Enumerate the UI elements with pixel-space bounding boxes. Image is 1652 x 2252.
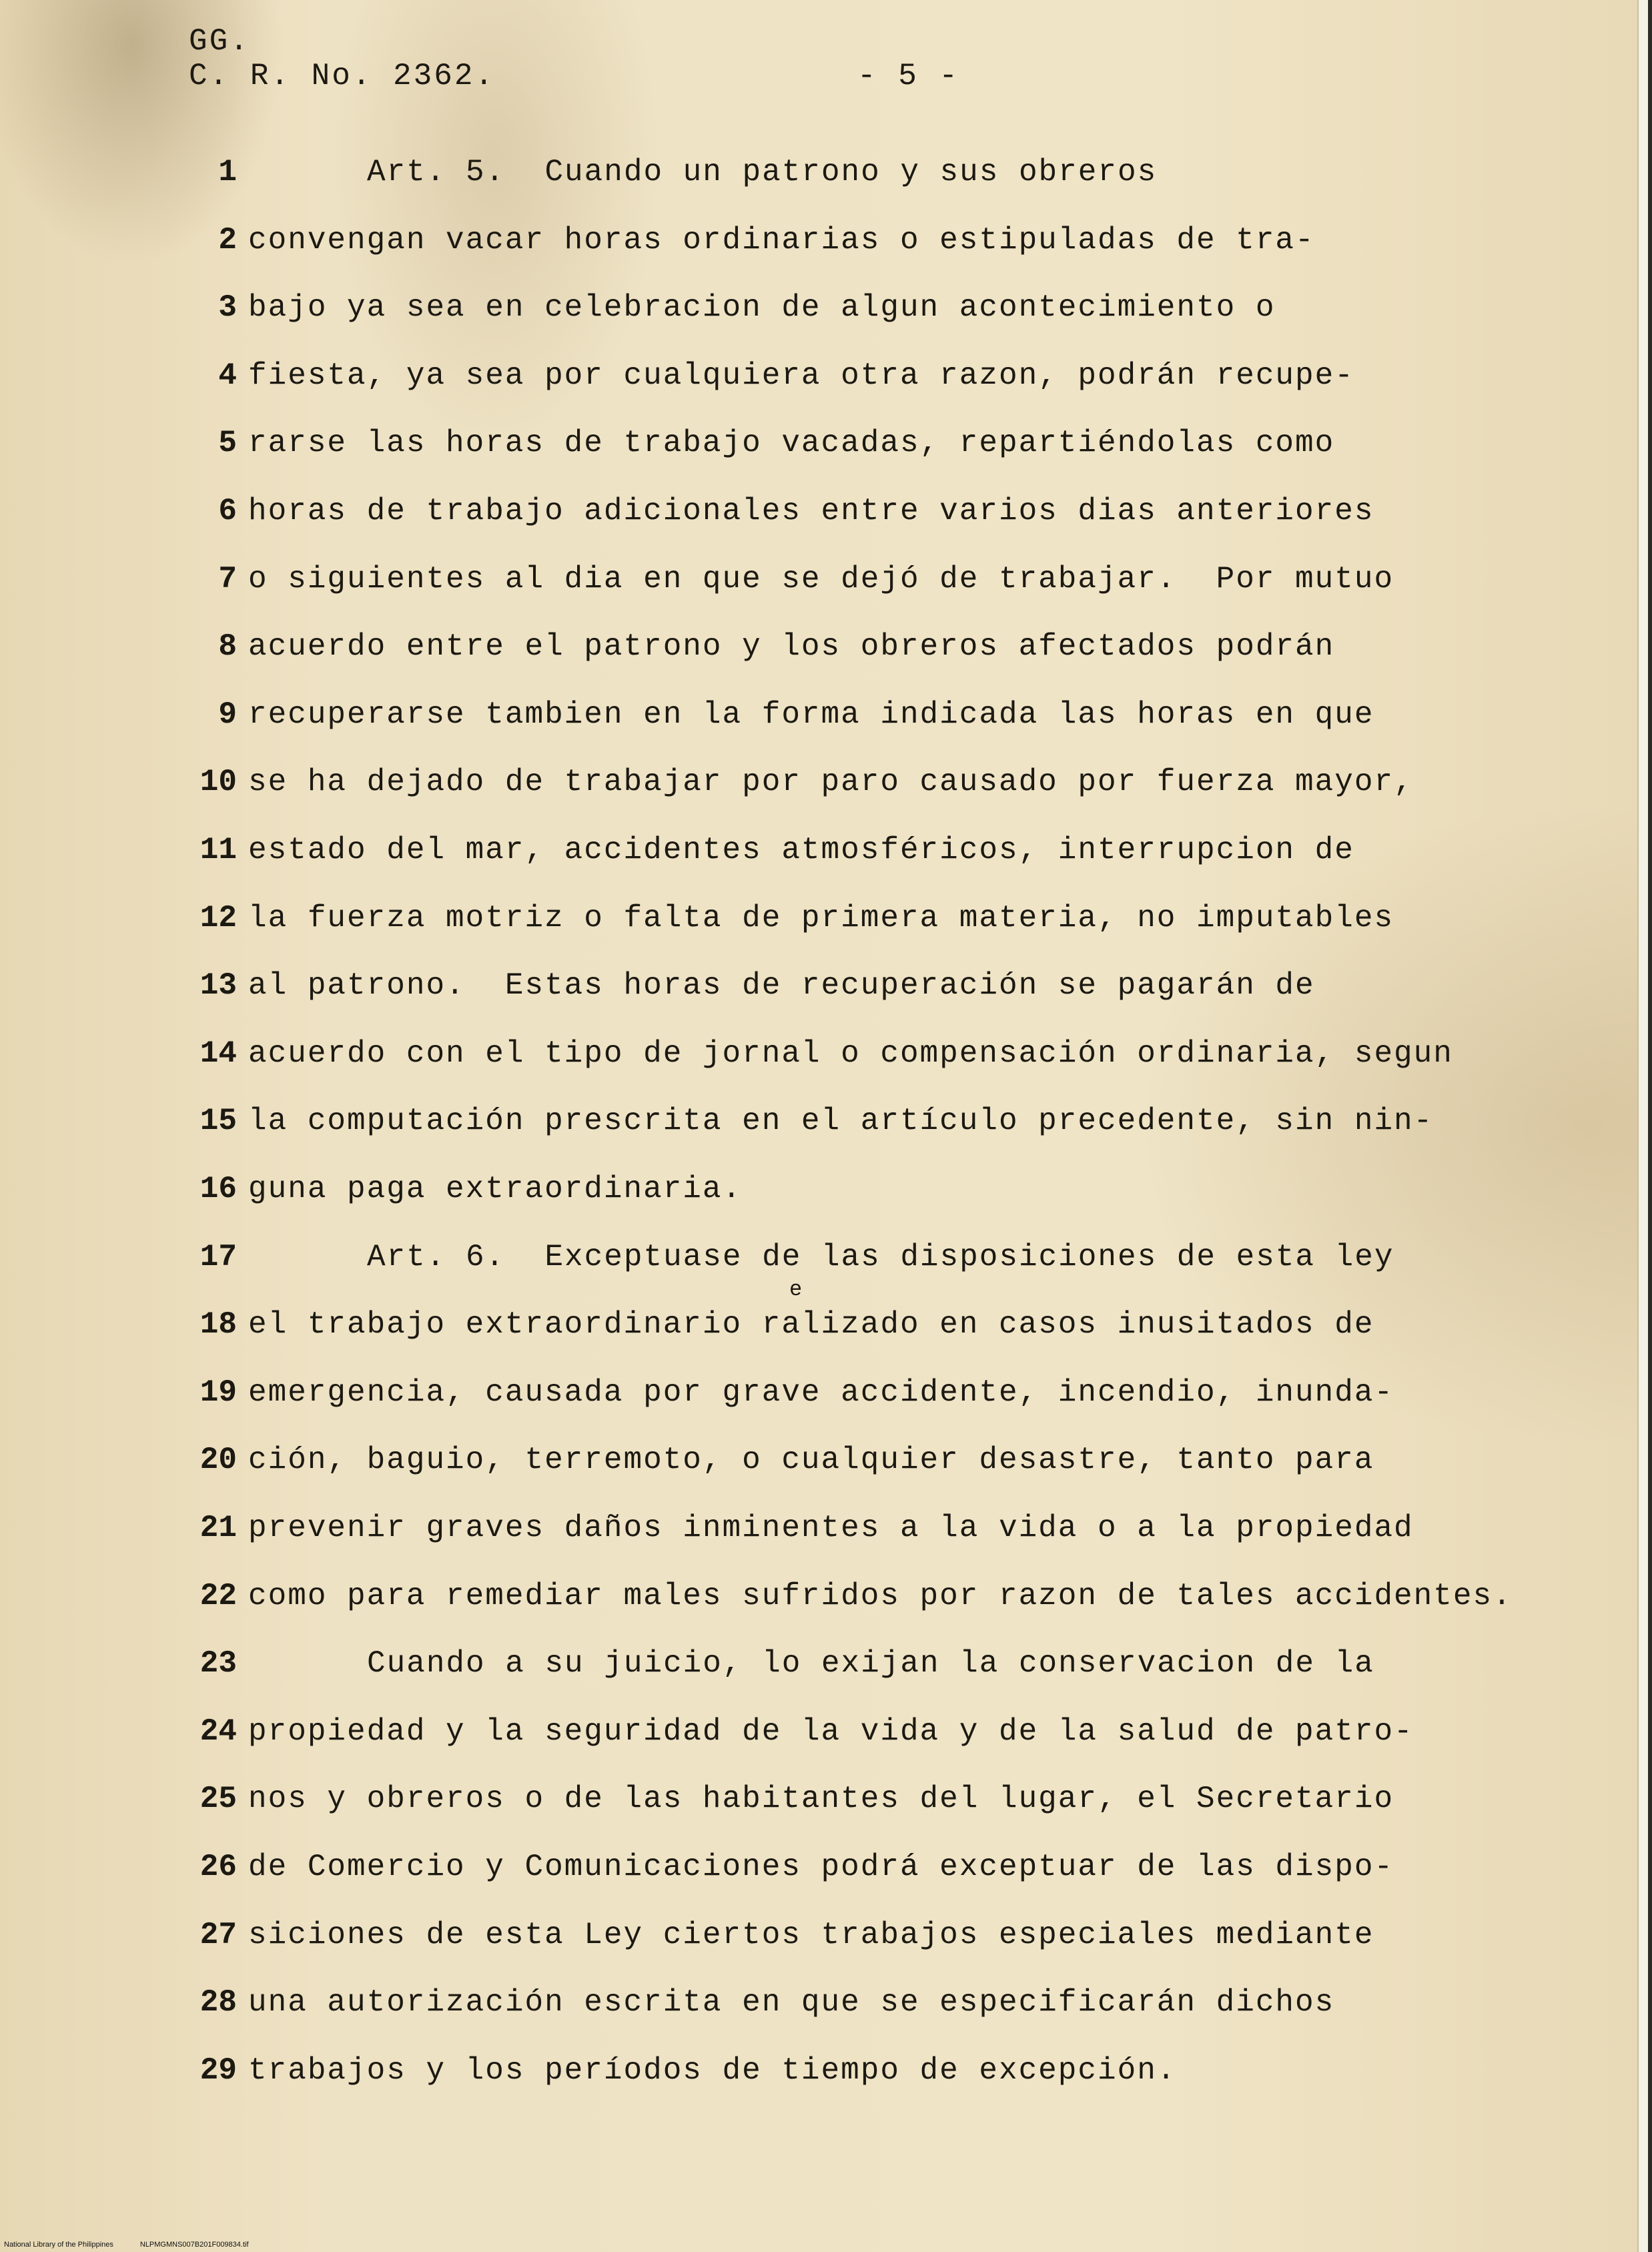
line-number: 27 <box>199 1917 237 1952</box>
text-line <box>0 1714 1601 1768</box>
line-number: 8 <box>218 629 237 665</box>
line-number: 21 <box>199 1511 237 1545</box>
line-number: 13 <box>199 968 237 1004</box>
line-text: fiesta, ya sea por cualquiera otra razon, podrán recupe- <box>248 358 1354 393</box>
line-number: 15 <box>199 1104 237 1139</box>
line-text: una autorización escrita en que se especificarán dichos <box>248 1985 1335 2020</box>
line-number: 9 <box>218 697 237 732</box>
line-number: 26 <box>199 1850 237 1884</box>
line-text: siciones de esta Ley ciertos trabajos especiales mediante <box>248 1917 1374 1952</box>
line-text: propiedad y la seguridad de la vida y de la salud de patro- <box>248 1714 1414 1749</box>
line-text: prevenir graves daños inminentes a la vida o a la propiedad <box>248 1511 1414 1545</box>
text-line <box>0 1579 1601 1632</box>
line-text: al patrono. Estas horas de recuperación se pagarán de <box>248 968 1315 1004</box>
footer-file-code: NLPMGMNS007B201F009834.tif <box>139 2241 249 2249</box>
line-number: 4 <box>218 358 237 393</box>
text-line <box>0 223 1601 276</box>
line-text: rarse las horas de trabajo vacadas, repartiéndolas como <box>248 426 1335 461</box>
line-text: acuerdo con el tipo de jornal o compensación ordinaria, segun <box>248 1036 1453 1071</box>
line-text: se ha dejado de trabajar por paro causado por fuerza mayor, <box>248 765 1414 800</box>
line-text: horas de trabajo adicionales entre varios dias anteriores <box>248 494 1374 528</box>
text-line <box>0 1850 1601 1903</box>
line-number: 28 <box>199 1985 237 2020</box>
line-text: trabajos y los períodos de tiempo de excepción. <box>248 2052 1177 2088</box>
line-number: 10 <box>199 765 237 800</box>
line-number: 25 <box>199 1782 237 1817</box>
line-text: emergencia, causada por grave accidente, incendio, inunda- <box>248 1375 1394 1410</box>
line-text: Art. 6. Exceptuase de las disposiciones de esta ley <box>367 1239 1394 1274</box>
text-line <box>0 494 1601 547</box>
header-bill-reference: C. R. No. 2362. <box>189 59 496 93</box>
line-number: 7 <box>218 561 237 597</box>
line-text: nos y obreros o de las habitantes del lugar, el Secretario <box>248 1782 1394 1817</box>
line-number: 12 <box>199 900 237 935</box>
line-number: 3 <box>218 290 237 326</box>
text-line <box>0 1782 1601 1835</box>
line-text: la computación prescrita en el artículo precedente, sin nin- <box>248 1104 1434 1139</box>
text-line <box>0 1985 1601 2038</box>
line-text: ción, baguio, terremoto, o cualquier desastre, tanto para <box>248 1443 1374 1478</box>
scan-edge <box>1637 0 1648 2252</box>
text-line <box>0 1172 1601 1225</box>
line-text: guna paga extraordinaria. <box>248 1172 743 1206</box>
line-text: acuerdo entre el patrono y los obreros afectados podrán <box>248 629 1335 665</box>
line-text: bajo ya sea en celebracion de algun acontecimiento o <box>248 290 1276 326</box>
line-number: 14 <box>199 1036 237 1071</box>
text-line <box>0 697 1601 751</box>
text-line <box>0 1375 1601 1429</box>
text-line <box>0 968 1601 1022</box>
line-number: 17 <box>199 1239 237 1274</box>
line-number: 2 <box>218 222 237 258</box>
text-line <box>0 629 1601 683</box>
text-line <box>0 833 1601 886</box>
interlinear-correction: e <box>789 1277 803 1302</box>
scan-footer <box>4 2241 249 2249</box>
text-line <box>0 2053 1601 2107</box>
line-text: recuperarse tambien en la forma indicada las horas en que <box>248 697 1374 732</box>
line-number: 6 <box>218 494 237 528</box>
line-text: Cuando a su juicio, lo exijan la conservacion de la <box>367 1646 1374 1681</box>
text-line <box>0 358 1601 412</box>
line-text: o siguientes al dia en que se dejó de trabajar. Por mutuo <box>248 561 1394 597</box>
text-line <box>0 426 1601 479</box>
line-text: el trabajo extraordinario ralizado en casos inusitados de <box>248 1307 1374 1343</box>
line-number: 11 <box>199 833 237 867</box>
text-line <box>0 765 1601 818</box>
page-number: - 5 - <box>857 59 960 93</box>
line-number: 16 <box>199 1172 237 1206</box>
line-number: 1 <box>218 155 237 190</box>
text-line <box>0 1511 1601 1564</box>
line-number: 5 <box>218 426 237 461</box>
header-initials: GG. <box>189 24 250 59</box>
text-line <box>0 290 1601 344</box>
text-line <box>0 1307 1601 1361</box>
line-text: convengan vacar horas ordinarias o estipuladas de tra- <box>248 222 1315 258</box>
line-number: 22 <box>199 1578 237 1613</box>
text-line <box>0 901 1601 954</box>
line-text: como para remediar males sufridos por razon de tales accidentes. <box>248 1578 1513 1613</box>
line-number: 20 <box>199 1443 237 1478</box>
text-line <box>0 1443 1601 1496</box>
text-line <box>0 1036 1601 1090</box>
line-number: 18 <box>199 1307 237 1343</box>
line-text: Art. 5. Cuando un patrono y sus obreros <box>367 155 1158 190</box>
line-number: 23 <box>199 1646 237 1681</box>
text-line <box>0 155 1601 208</box>
footer-library: National Library of the Philippines <box>4 2241 113 2249</box>
text-line <box>0 1646 1601 1700</box>
text-line <box>0 562 1601 615</box>
text-line <box>0 1104 1601 1157</box>
line-text: estado del mar, accidentes atmosféricos, interrupcion de <box>248 833 1354 867</box>
line-text: la fuerza motriz o falta de primera materia, no imputables <box>248 900 1394 935</box>
line-number: 24 <box>199 1714 237 1749</box>
text-line <box>0 1918 1601 1971</box>
line-number: 29 <box>199 2052 237 2088</box>
line-number: 19 <box>199 1375 237 1410</box>
line-text: de Comercio y Comunicaciones podrá exceptuar de las dispo- <box>248 1850 1394 1884</box>
